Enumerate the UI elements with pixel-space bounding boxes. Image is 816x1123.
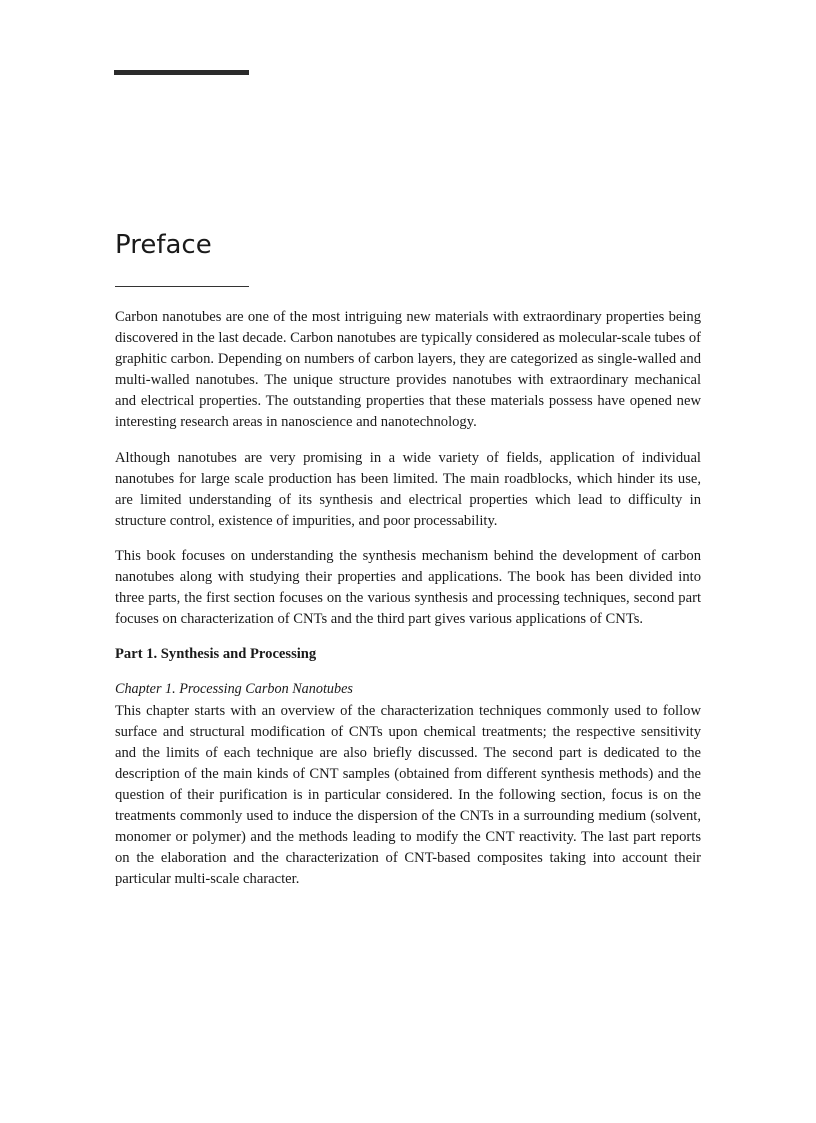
chapter1-summary: This chapter starts with an overview of the characterization techniques commonly used to follow surface and structural modification of CNTs upon chemical treatments; the respective sensitivity and the limits of each technique are also briefly discussed. The second part is dedicated to the description of the main kinds of CNT samples (obtained from different synthesis methods) and the question of their purification is in particular considered. In the following section, focus is on the treatments commonly used to induce the dispersion of the CNTs in a surrounding medium (solvent, monomer or polymer) and the methods leading to modify the CNT reactivity. The last part reports on the elaboration and the characterization of CNT-based composites taking into account their particular multi-scale character. xyxy=(115,702,701,888)
title-underline-rule xyxy=(115,286,249,287)
chapter1-block xyxy=(115,679,701,890)
top-decorative-rule xyxy=(114,70,249,75)
part1-heading: Part 1. Synthesis and Processing xyxy=(115,646,317,663)
limitations-paragraph: Although nanotubes are very promising in a wide variety of fields, application of individual nanotubes for large scale production has been limited. The main roadblocks, which hinder its use, are limited understanding of its synthesis and electrical properties which lead to difficulty in structure control, existence of impurities, and poor processability. xyxy=(115,449,701,529)
book-overview-paragraph: This book focuses on understanding the synthesis mechanism behind the development of carbon nanotubes along with studying their properties and applications. The book has been divided into three parts, the first section focuses on the various synthesis and processing techniques, second part focuses on characterization of CNTs and the third part gives various applications of CNTs. xyxy=(115,547,701,628)
page-title: Preface xyxy=(115,230,212,260)
preface-body xyxy=(115,307,701,890)
intro-paragraph: Carbon nanotubes are one of the most intriguing new materials with extraordinary properties being discovered in the last decade. Carbon nanotubes are typically considered as molecular-scale tubes of graphitic carbon. Depending on numbers of carbon layers, they are categorized as single-walled and multi-walled nanotubes. The unique structure provides nanotubes with extraordinary mechanical and electrical properties. The outstanding properties that these materials possess have opened new interesting research areas in nanoscience and nanotechnology. xyxy=(115,309,701,431)
chapter1-title: Chapter 1. Processing Carbon Nanotubes xyxy=(115,681,353,698)
